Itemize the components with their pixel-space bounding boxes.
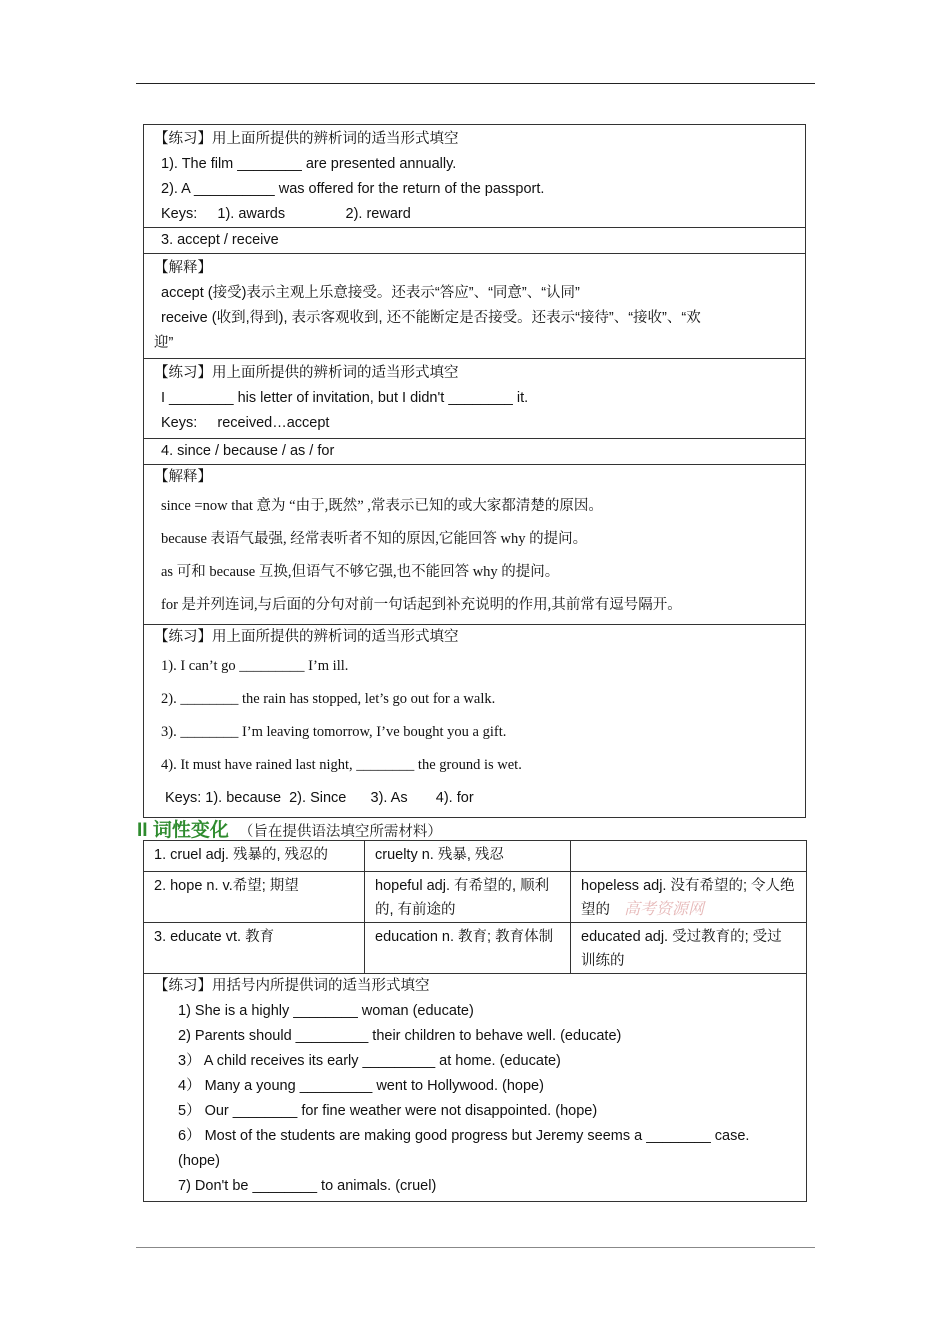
section-2-heading: [137, 815, 442, 842]
item-3-title-row: [144, 228, 806, 254]
practice-4-item: 6） Most of the students are making good progress but Jeremy seems a ________ case.: [178, 1128, 750, 1144]
explain-3-line-3: 迎”: [154, 335, 174, 351]
vocab-cell: [571, 872, 807, 923]
explain-3-line-1: accept (接受)表示主观上乐意接受。还表示“答应”、“同意”、“认同”: [161, 285, 580, 301]
explain-3-heading: 【解释】: [154, 260, 212, 276]
practice-4-item: 5） Our ________ for fine weather were not disappointed. (hope): [178, 1103, 598, 1119]
practice-1-keys: Keys: 1). awards 2). reward: [161, 206, 411, 222]
header-rule: [136, 83, 815, 84]
practice-2-row: [144, 359, 806, 439]
vocab-row: [144, 923, 807, 974]
watermark: 高考资源网: [624, 901, 705, 918]
vocab-cell: cruelty n. 残暴, 残忍: [365, 841, 571, 872]
practice-4-item: 4） Many a young _________ went to Hollywood. (hope): [178, 1078, 544, 1094]
practice-3-heading: 【练习】用上面所提供的辨析词的适当形式填空: [154, 629, 459, 645]
vocab-row: [144, 872, 807, 923]
section-2-title: II 词性变化: [137, 820, 229, 841]
practice-4-row: [144, 974, 807, 1202]
item-4-title: 4. since / because / as / for: [161, 443, 335, 459]
distinction-table: [143, 124, 806, 818]
practice-3-q1: 1). I can’t go _________ I’m ill.: [161, 658, 349, 674]
item-3-title: 3. accept / receive: [161, 232, 279, 248]
practice-1-row: [144, 125, 806, 228]
practice-4-item: 3） A child receives its early _________ at home. (educate): [178, 1053, 561, 1069]
explain-3-line-2: receive (收到,得到), 表示客观收到, 还不能断定是否接受。还表示“接待”、“接收”、“欢: [161, 310, 701, 326]
explain-4-line-1: since =now that 意为 “由于,既然” ,常表示已知的或大家都清楚的原因。: [161, 498, 603, 514]
vocab-cell: education n. 教育; 教育体制: [365, 923, 571, 974]
explain-4-heading: 【解释】: [154, 469, 212, 485]
vocab-cell: hopeful adj. 有希望的, 顺利的, 有前途的: [365, 872, 571, 923]
explain-3-row: [144, 254, 806, 359]
practice-2-keys: Keys: received…accept: [161, 415, 330, 431]
practice-4-item: 7) Don't be ________ to animals. (cruel): [178, 1178, 437, 1194]
explain-4-line-4: for 是并列连词,与后面的分句对前一句话起到补充说明的作用,其前常有逗号隔开。: [161, 597, 682, 613]
practice-4-item: 1) She is a highly ________ woman (educate): [178, 1003, 474, 1019]
vocab-cell: 2. hope n. v.希望; 期望: [144, 872, 365, 923]
practice-1-q2: 2). A __________ was offered for the return of the passport.: [161, 181, 545, 197]
vocab-table: [143, 840, 807, 1202]
explain-4-row: [144, 465, 806, 625]
explain-4-line-3: as 可和 because 互换,但语气不够它强,也不能回答 why 的提问。: [161, 564, 560, 580]
practice-3-q2: 2). ________ the rain has stopped, let’s go out for a walk.: [161, 691, 496, 707]
practice-3-keys: Keys: 1). because 2). Since 3). As 4). for: [165, 790, 474, 806]
practice-4-item: (hope): [178, 1153, 220, 1169]
practice-3-row: [144, 625, 806, 818]
practice-2-q1: I ________ his letter of invitation, but I didn't ________ it.: [161, 390, 529, 406]
practice-4-heading: 【练习】用括号内所提供词的适当形式填空: [154, 978, 430, 994]
practice-1-heading: 【练习】用上面所提供的辨析词的适当形式填空: [154, 131, 459, 147]
explain-4-line-2: because 表语气最强, 经常表听者不知的原因,它能回答 why 的提问。: [161, 531, 588, 547]
practice-3-q3: 3). ________ I’m leaving tomorrow, I’ve bought you a gift.: [161, 724, 507, 740]
practice-4-item: 2) Parents should _________ their children to behave well. (educate): [178, 1028, 622, 1044]
vocab-row: [144, 841, 807, 872]
practice-3-q4: 4). It must have rained last night, ________ the ground is wet.: [161, 757, 522, 773]
item-4-title-row: [144, 439, 806, 465]
vocab-cell: educated adj. 受过教育的; 受过训练的: [571, 923, 807, 974]
practice-1-q1: 1). The film ________ are presented annually.: [161, 156, 457, 172]
section-2-note: （旨在提供语法填空所需材料）: [238, 824, 442, 840]
vocab-cell: 3. educate vt. 教育: [144, 923, 365, 974]
vocab-cell-text: hopeless adj. 没有希望的; 令人绝望的: [581, 878, 795, 918]
practice-2-heading: 【练习】用上面所提供的辨析词的适当形式填空: [154, 365, 459, 381]
footer-rule: [136, 1247, 815, 1248]
vocab-cell: [571, 841, 807, 872]
vocab-cell: 1. cruel adj. 残暴的, 残忍的: [144, 841, 365, 872]
